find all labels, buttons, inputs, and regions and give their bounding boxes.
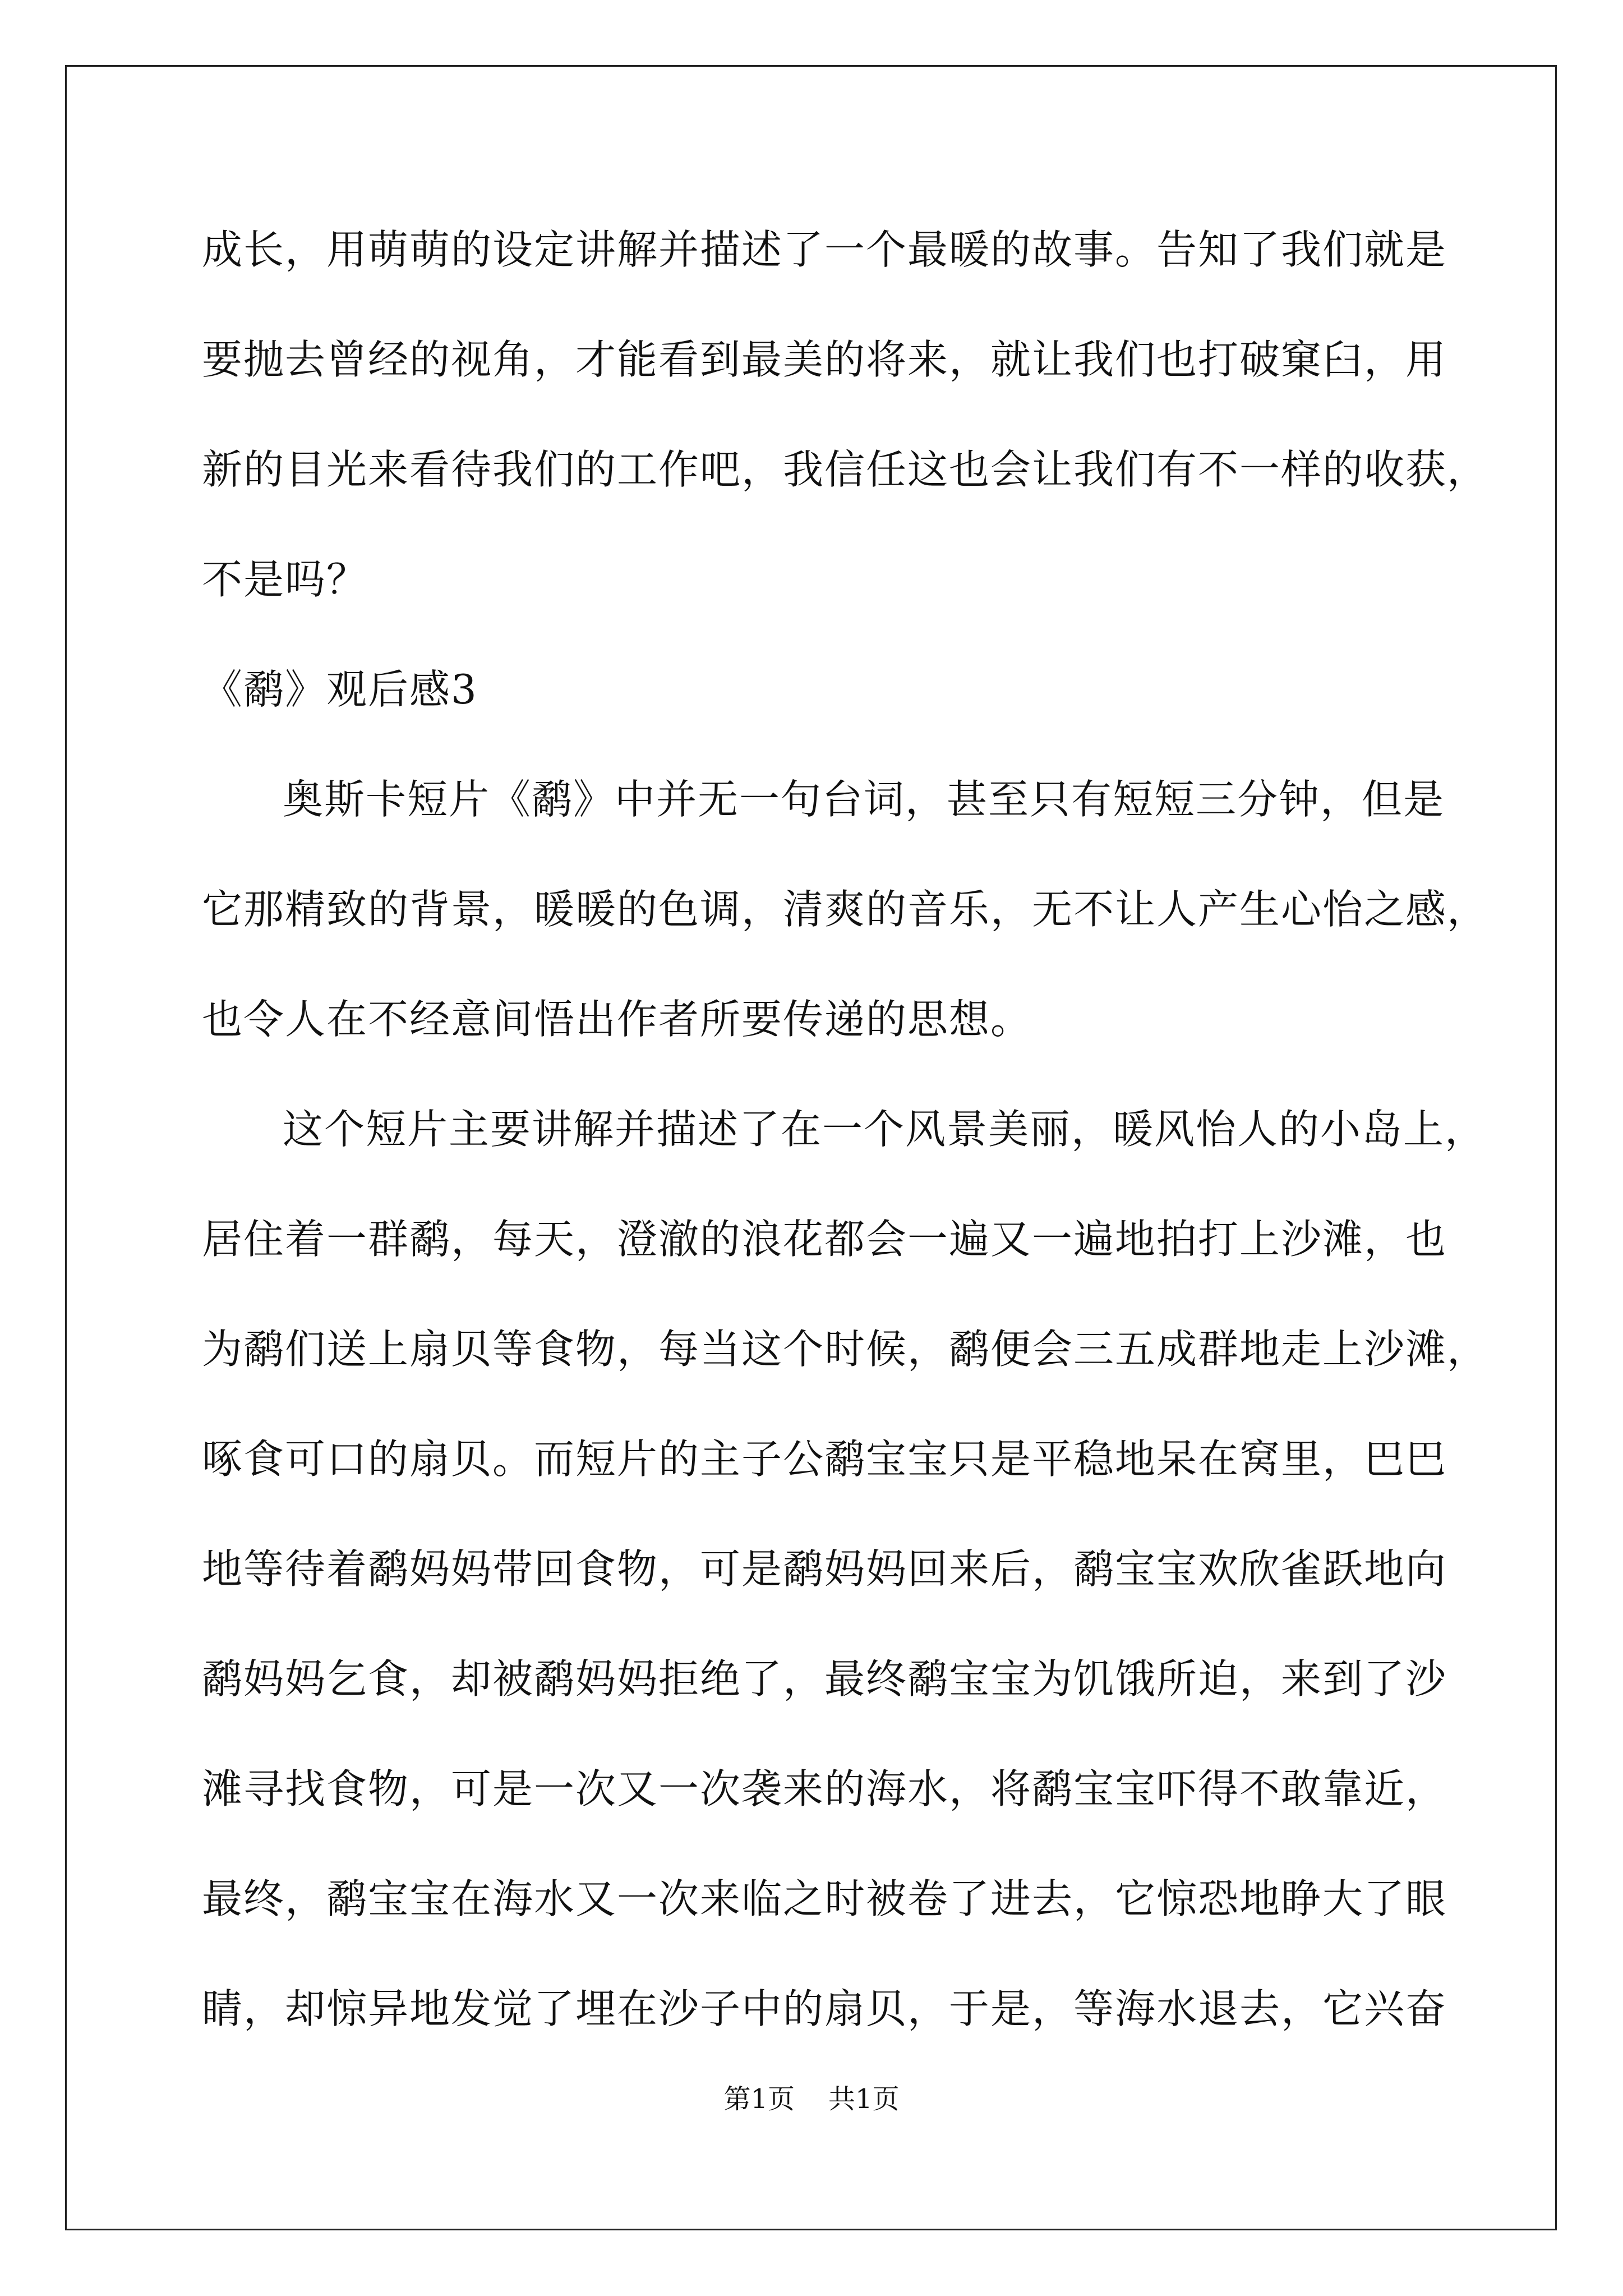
section-heading: 《鹬》观后感3 [202, 666, 478, 713]
page-total: 共1页 [828, 2083, 900, 2115]
text-line: 为鹬们送上扇贝等食物，每当这个时候，鹬便会三五成群地走上沙滩， [202, 1326, 1489, 1373]
page-footer [0, 2082, 1623, 2116]
text-line: 奥斯卡短片《鹬》中并无一句台词，甚至只有短短三分钟，但是 [283, 776, 1445, 823]
text-line: 啄食可口的扇贝。而短片的主子公鹬宝宝只是平稳地呆在窝里，巴巴 [202, 1435, 1447, 1483]
text-line: 也令人在不经意间悟出作者所要传递的思想。 [202, 996, 1032, 1043]
text-line: 不是吗？ [202, 556, 368, 603]
text-line: 睛，却惊异地发觉了埋在沙子中的扇贝，于是，等海水退去，它兴奋 [202, 1985, 1447, 2032]
text-line: 居住着一群鹬，每天，澄澈的浪花都会一遍又一遍地拍打上沙滩，也 [202, 1216, 1447, 1263]
text-line: 成长，用萌萌的设定讲解并描述了一个最暖的故事。告知了我们就是 [202, 226, 1447, 273]
text-line: 最终，鹬宝宝在海水又一次来临之时被卷了进去，它惊恐地睁大了眼 [202, 1875, 1447, 1922]
text-line: 滩寻找食物，可是一次又一次袭来的海水，将鹬宝宝吓得不敢靠近， [202, 1765, 1447, 1812]
text-line: 要抛去曾经的视角，才能看到最美的将来，就让我们也打破窠臼，用 [202, 336, 1447, 383]
text-line: 地等待着鹬妈妈带回食物，可是鹬妈妈回来后，鹬宝宝欢欣雀跃地向 [202, 1545, 1447, 1593]
text-line: 新的目光来看待我们的工作吧，我信任这也会让我们有不一样的收获， [202, 446, 1489, 493]
text-line: 它那精致的背景，暖暖的色调，清爽的音乐，无不让人产生心怡之感， [202, 886, 1489, 933]
text-line: 这个短片主要讲解并描述了在一个风景美丽，暖风怡人的小岛上， [283, 1106, 1487, 1153]
page-number: 第1页 [723, 2083, 795, 2115]
text-line: 鹬妈妈乞食，却被鹬妈妈拒绝了，最终鹬宝宝为饥饿所迫，来到了沙 [202, 1655, 1447, 1703]
